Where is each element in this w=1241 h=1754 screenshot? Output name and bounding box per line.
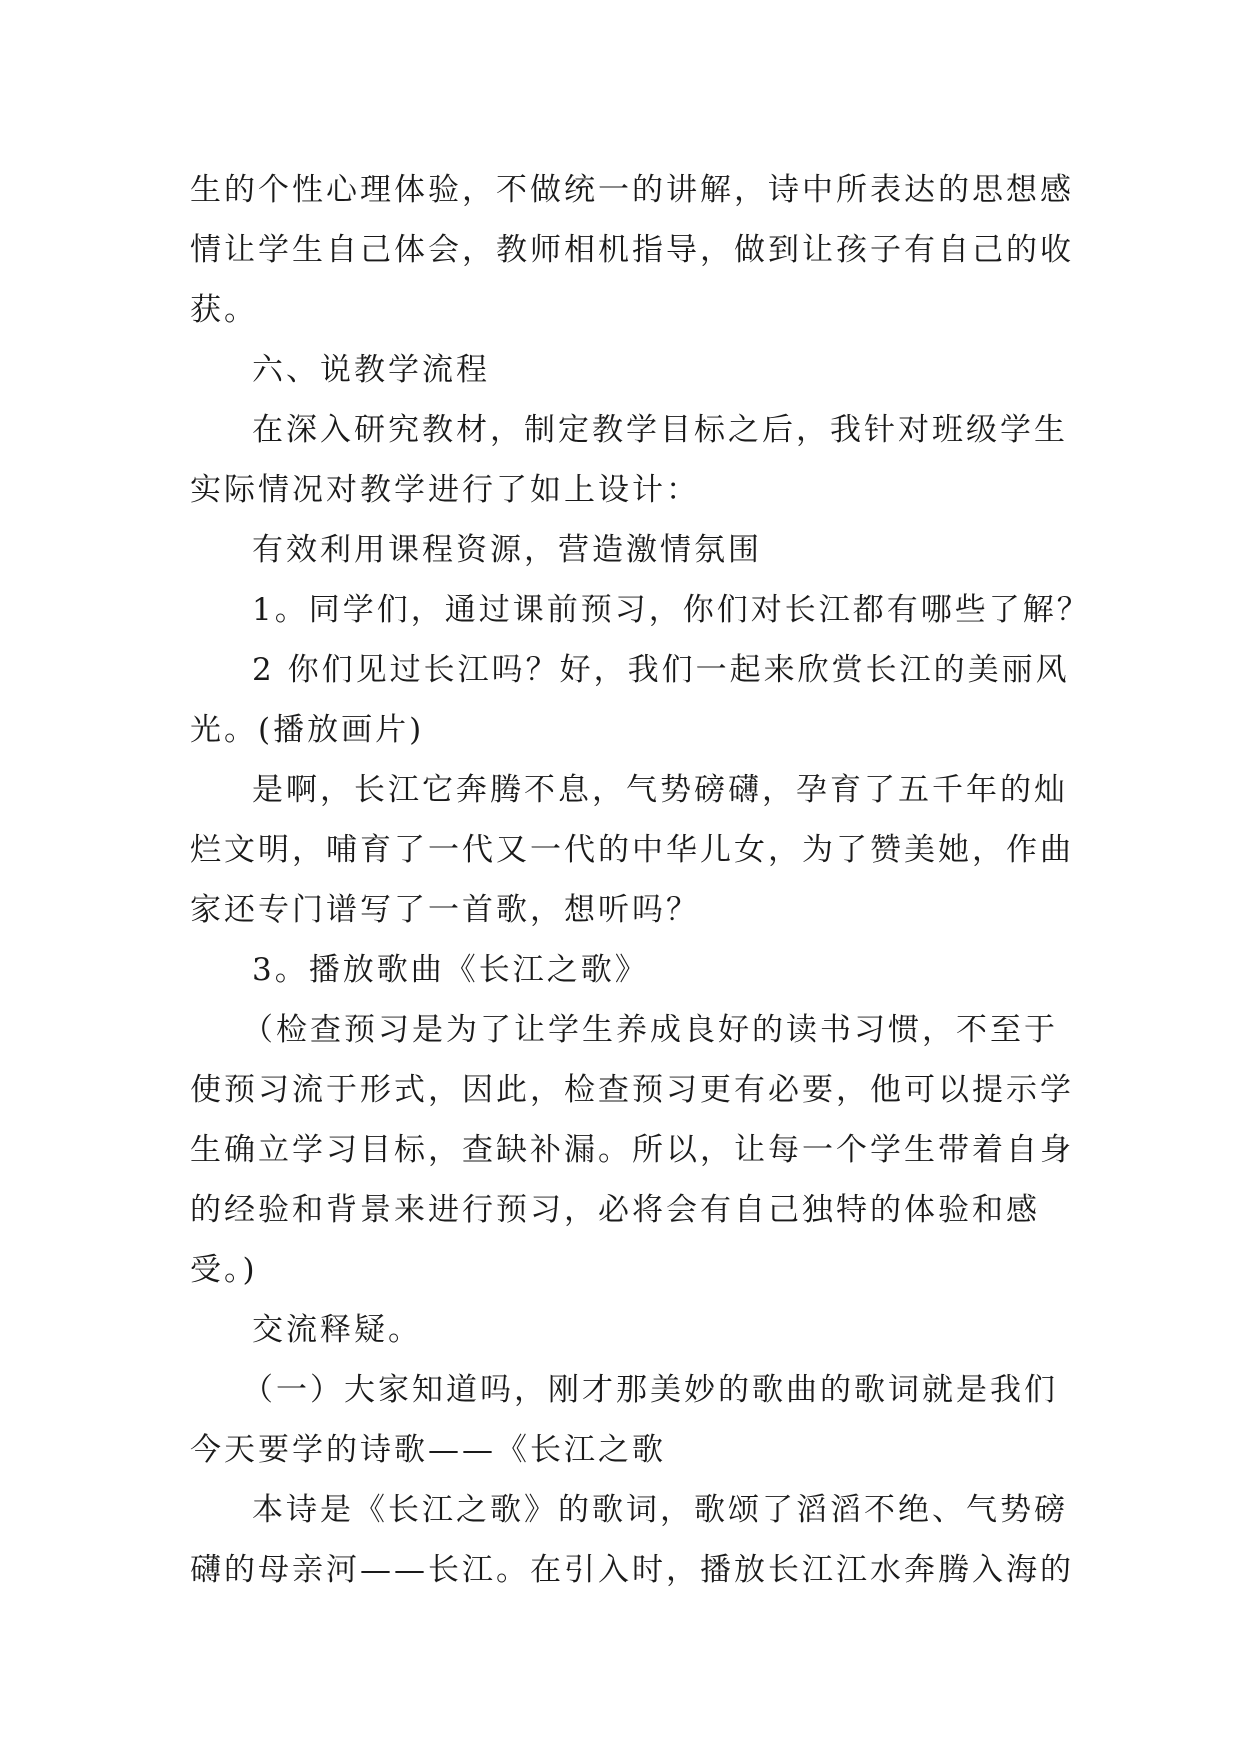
text-line: （检查预习是为了让学生养成良好的读书习惯，不至于	[242, 1012, 1058, 1048]
text-line: 礴的母亲河——长江。在引入时，播放长江江水奔腾入海的	[190, 1552, 1074, 1588]
text-line: 使预习流于形式，因此，检查预习更有必要，他可以提示学	[190, 1072, 1074, 1108]
text-line: 的经验和背景来进行预习，必将会有自己独特的体验和感	[190, 1192, 1040, 1228]
text-line: 生的个性心理体验，不做统一的讲解，诗中所表达的思想感	[190, 172, 1074, 208]
text-line: 是啊，长江它奔腾不息，气势磅礴，孕育了五千年的灿	[252, 772, 1068, 808]
text-line: （一）大家知道吗，刚才那美妙的歌曲的歌词就是我们	[242, 1372, 1058, 1408]
section-heading: 六、说教学流程	[252, 352, 490, 388]
text-line: 实际情况对教学进行了如上设计：	[190, 472, 700, 508]
document-body	[190, 160, 1091, 1600]
text-line: 3。播放歌曲《长江之歌》	[252, 952, 649, 988]
text-line: 今天要学的诗歌——《长江之歌	[190, 1432, 666, 1468]
text-line: 1。同学们，通过课前预习，你们对长江都有哪些了解？	[252, 592, 1091, 628]
text-line: 烂文明，哺育了一代又一代的中华儿女，为了赞美她，作曲	[190, 832, 1074, 868]
text-line: 家还专门谱写了一首歌，想听吗？	[190, 892, 700, 928]
text-line: 获。	[190, 292, 258, 328]
text-line: 交流释疑。	[252, 1312, 422, 1348]
text-line: 本诗是《长江之歌》的歌词，歌颂了滔滔不绝、气势磅	[252, 1492, 1068, 1528]
text-line: 在深入研究教材，制定教学目标之后，我针对班级学生	[252, 412, 1068, 448]
text-line: 2 你们见过长江吗？好，我们一起来欣赏长江的美丽风	[252, 652, 1070, 688]
text-line: 生确立学习目标，查缺补漏。所以，让每一个学生带着自身	[190, 1132, 1074, 1168]
text-line: 情让学生自己体会，教师相机指导，做到让孩子有自己的收	[190, 232, 1074, 268]
text-line: 受。)	[190, 1252, 258, 1288]
text-line: 有效利用课程资源，营造激情氛围	[252, 532, 762, 568]
text-line: 光。(播放画片)	[190, 712, 425, 748]
